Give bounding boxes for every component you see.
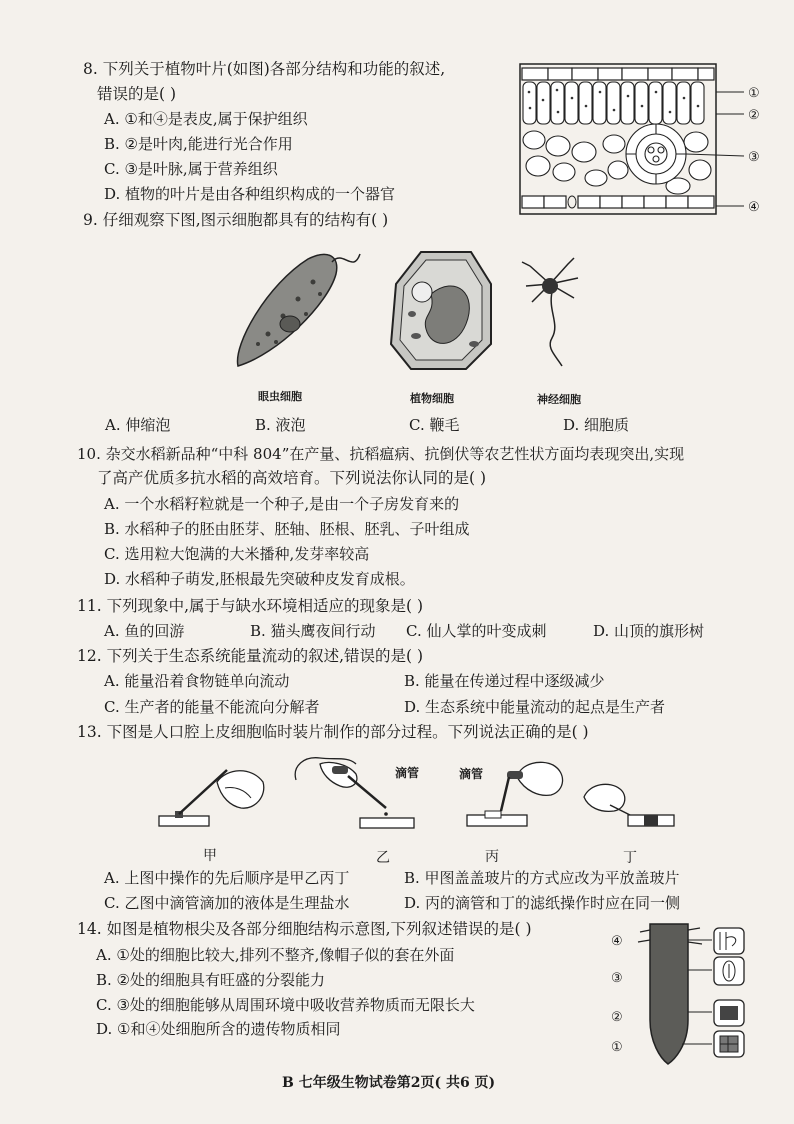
euglena-caption: 眼虫细胞 xyxy=(258,390,302,403)
q14-option-c: C. ③处的细胞能够从周围环境中吸收营养物质而无限长大 xyxy=(96,996,475,1014)
step-ding-figure xyxy=(580,775,680,835)
q11-option-b: B. 猫头鹰夜间行动 xyxy=(250,622,376,640)
q14-option-a: A. ①处的细胞比较大,排列不整齐,像帽子似的套在外面 xyxy=(96,946,455,964)
caption-yi: 乙 xyxy=(376,850,390,866)
root-label-2: ② xyxy=(611,1010,623,1025)
q13-option-d: D. 丙的滴管和丁的滤纸操作时应在同一侧 xyxy=(404,894,681,912)
q11-option-d: D. 山顶的旗形树 xyxy=(593,622,705,640)
q10-stem-line1: 10. 杂交水稻新品种“中科 804”在产量、抗稻瘟病、抗倒伏等农艺性状方面均表现突出,实现 xyxy=(77,445,685,463)
neuron-figure xyxy=(518,256,588,371)
root-label-4: ④ xyxy=(611,934,623,949)
q8-option-b: B. ②是叶肉,能进行光合作用 xyxy=(104,135,293,153)
q11-stem: 11. 下列现象中,属于与缺水环境相适应的现象是( ) xyxy=(77,597,424,615)
neuron-caption: 神经细胞 xyxy=(537,393,581,406)
plant-cell-caption: 植物细胞 xyxy=(410,392,454,405)
q12-option-a: A. 能量沿着食物链单向流动 xyxy=(104,672,290,690)
q8-option-c: C. ③是叶脉,属于营养组织 xyxy=(104,160,278,178)
q13-option-c: C. 乙图中滴管滴加的液体是生理盐水 xyxy=(104,894,350,912)
q10-option-a: A. 一个水稻籽粒就是一个种子,是由一个子房发育来的 xyxy=(104,495,460,513)
caption-ding: 丁 xyxy=(623,850,637,866)
root-label-3: ③ xyxy=(611,971,623,986)
q12-option-c: C. 生产者的能量不能流向分解者 xyxy=(104,698,320,716)
q13-option-b: B. 甲图盖盖玻片的方式应改为平放盖玻片 xyxy=(404,869,680,887)
step-bing-figure xyxy=(455,755,575,835)
q12-option-d: D. 生态系统中能量流动的起点是生产者 xyxy=(404,698,666,716)
q8-option-d: D. 植物的叶片是由各种组织构成的一个器官 xyxy=(104,185,396,203)
root-label-1: ① xyxy=(611,1040,623,1055)
q9-option-d: D. 细胞质 xyxy=(563,416,630,434)
q10-option-c: C. 选用粒大饱满的大米播种,发芽率较高 xyxy=(104,545,370,563)
q13-option-a: A. 上图中操作的先后顺序是甲乙丙丁 xyxy=(104,869,350,887)
q8-stem-line1: 8. 下列关于植物叶片(如图)各部分结构和功能的叙述, xyxy=(83,60,446,78)
q9-option-c: C. 鞭毛 xyxy=(409,416,460,434)
q12-option-b: B. 能量在传递过程中逐级减少 xyxy=(404,672,605,690)
step-jia-figure xyxy=(155,764,270,836)
leaf-label-1: ① xyxy=(748,86,760,101)
root-tip-figure xyxy=(622,920,752,1065)
q14-option-b: B. ②处的细胞具有旺盛的分裂能力 xyxy=(96,971,326,989)
q9-option-a: A. 伸缩泡 xyxy=(105,416,171,434)
caption-jia: 甲 xyxy=(203,848,217,864)
leaf-label-2: ② xyxy=(748,108,760,123)
page-footer: B 七年级生物试卷第2页( 共6 页) xyxy=(282,1075,496,1091)
q11-option-c: C. 仙人掌的叶变成刺 xyxy=(406,622,547,640)
leaf-cross-section-figure xyxy=(518,62,718,217)
q10-option-d: D. 水稻种子萌发,胚根最先突破种皮发育成根。 xyxy=(104,570,415,588)
leaf-label-4: ④ xyxy=(748,200,760,215)
q8-stem-line2: 错误的是( ) xyxy=(97,85,177,103)
q10-option-b: B. 水稻种子的胚由胚芽、胚轴、胚根、胚乳、子叶组成 xyxy=(104,520,470,538)
q12-stem: 12. 下列关于生态系统能量流动的叙述,错误的是( ) xyxy=(77,647,424,665)
q9-stem: 9. 仔细观察下图,图示细胞都具有的结构有( ) xyxy=(83,211,389,229)
q11-option-a: A. 鱼的回游 xyxy=(104,622,185,640)
caption-bing: 丙 xyxy=(485,849,499,865)
q14-stem: 14. 如图是植物根尖及各部分细胞结构示意图,下列叙述错误的是( ) xyxy=(77,920,532,938)
plant-cell-figure xyxy=(386,244,496,379)
dropper-label-bing: 滴管 xyxy=(459,767,484,781)
q14-option-d: D. ①和④处细胞所含的遗传物质相同 xyxy=(96,1020,341,1038)
dropper-label-yi: 滴管 xyxy=(395,766,420,780)
q13-stem: 13. 下图是人口腔上皮细胞临时装片制作的部分过程。下列说法正确的是( ) xyxy=(77,723,589,741)
leaf-label-3: ③ xyxy=(748,150,760,165)
q8-option-a: A. ①和④是表皮,属于保护组织 xyxy=(104,110,308,128)
euglena-cell-figure xyxy=(228,244,368,374)
q9-option-b: B. 液泡 xyxy=(255,416,306,434)
q10-stem-line2: 了高产优质多抗水稻的高效培育。下列说法你认同的是( ) xyxy=(97,469,487,487)
